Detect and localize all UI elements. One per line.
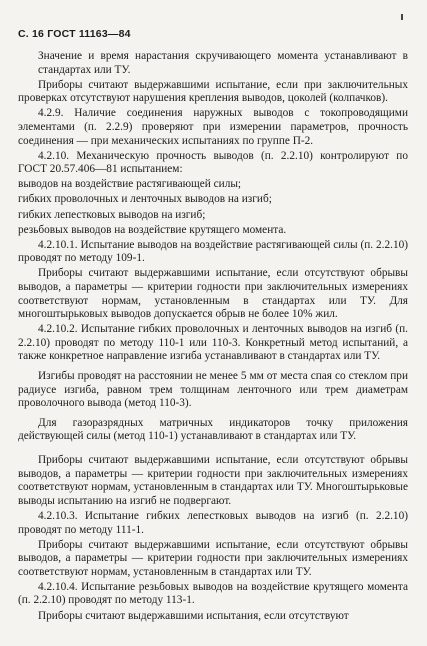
paragraph: 4.2.10.3. Испытание гибких лепестковых выводов на изгиб (п. 2.2.10) проводят по методу 111-1. xyxy=(18,509,408,536)
paragraph: 4.2.10. Механическую прочность выводов (п. 2.2.10) контролируют по ГОСТ 20.57.406—81 испытанием: xyxy=(18,149,408,176)
corner-mark xyxy=(401,14,403,20)
paragraph: Приборы считают выдержавшими испытания, если отсутствуют xyxy=(38,609,349,622)
paragraph: 4.2.9. Наличие соединения наружных выводов с токопроводящими элементами (п. 2.2.9) проверяют при измерении параметров, прочность соединения — при механических испытаниях по группе П-2. xyxy=(18,107,408,147)
paragraph: Изгибы проводят на расстоянии не менее 5 мм от места спая со стеклом при радиусе изгиба, равном трем толщинам ленточного или трем диаметрам проволочного вывода (метод 110-3). xyxy=(18,370,408,410)
list-item: гибких проволочных и ленточных выводов на изгиб; xyxy=(18,193,272,206)
list-item: выводов на воздействие растягивающей силы; xyxy=(18,178,242,191)
document-body xyxy=(18,50,408,625)
paragraph: 4.2.10.4. Испытание резьбовых выводов на воздействие крутящего момента (п. 2.2.10) проводят по методу 113-1. xyxy=(18,580,408,607)
list-item: резьбовых выводов на воздействие крутящего момента. xyxy=(18,223,287,236)
paragraph: 4.2.10.1. Испытание выводов на воздействие растягивающей силы (п. 2.2.10) проводят по методу 109-1. xyxy=(18,238,408,265)
paragraph: Значение и время нарастания скручивающего момента устанавливают в стандартах или ТУ. xyxy=(38,50,408,76)
paragraph: Приборы считают выдержавшими испытание, если отсутствуют обрывы выводов, а параметры — критерии годности при заключительных измерениях соответствуют нормам, установленным в стандартах или ТУ. Для многоштырьковых выводов допускается обрыв не более 10% жил. xyxy=(18,267,408,321)
list-item: гибких лепестковых выводов на изгиб; xyxy=(18,208,206,221)
paragraph: Приборы считают выдержавшими испытание, если отсутствуют обрывы выводов, а параметры — критерии годности при заключительных измерениях соответствуют нормам, установленным в стандартах или ТУ. Многоштырьковые выводы испытанию на изгиб не подвергают. xyxy=(18,454,408,507)
paragraph: Приборы считают выдержавшими испытание, если при заключительных проверках отсутствуют нарушения крепления выводов, цоколей (колпачков). xyxy=(18,78,408,105)
paragraph: 4.2.10.2. Испытание гибких проволочных и ленточных выводов на изгиб (п. 2.2.10) проводят по методу 110-1 или 110-3. Конкретный метод испытаний, а также конкретное направление изгиба устанавливают в стандартах или ТУ. xyxy=(18,323,408,363)
paragraph: Для газоразрядных матричных индикаторов точку приложения действующей силы (метод 110-1) устанавливают в стандартах или ТУ. xyxy=(18,416,408,443)
paragraph: Приборы считают выдержавшими испытание, если отсутствуют обрывы выводов, а параметры — критерии годности при заключительных измерениях соответствуют нормам, установленным в стандартах или ТУ. xyxy=(18,538,408,578)
page-header: С. 16 ГОСТ 11163—84 xyxy=(18,28,131,40)
